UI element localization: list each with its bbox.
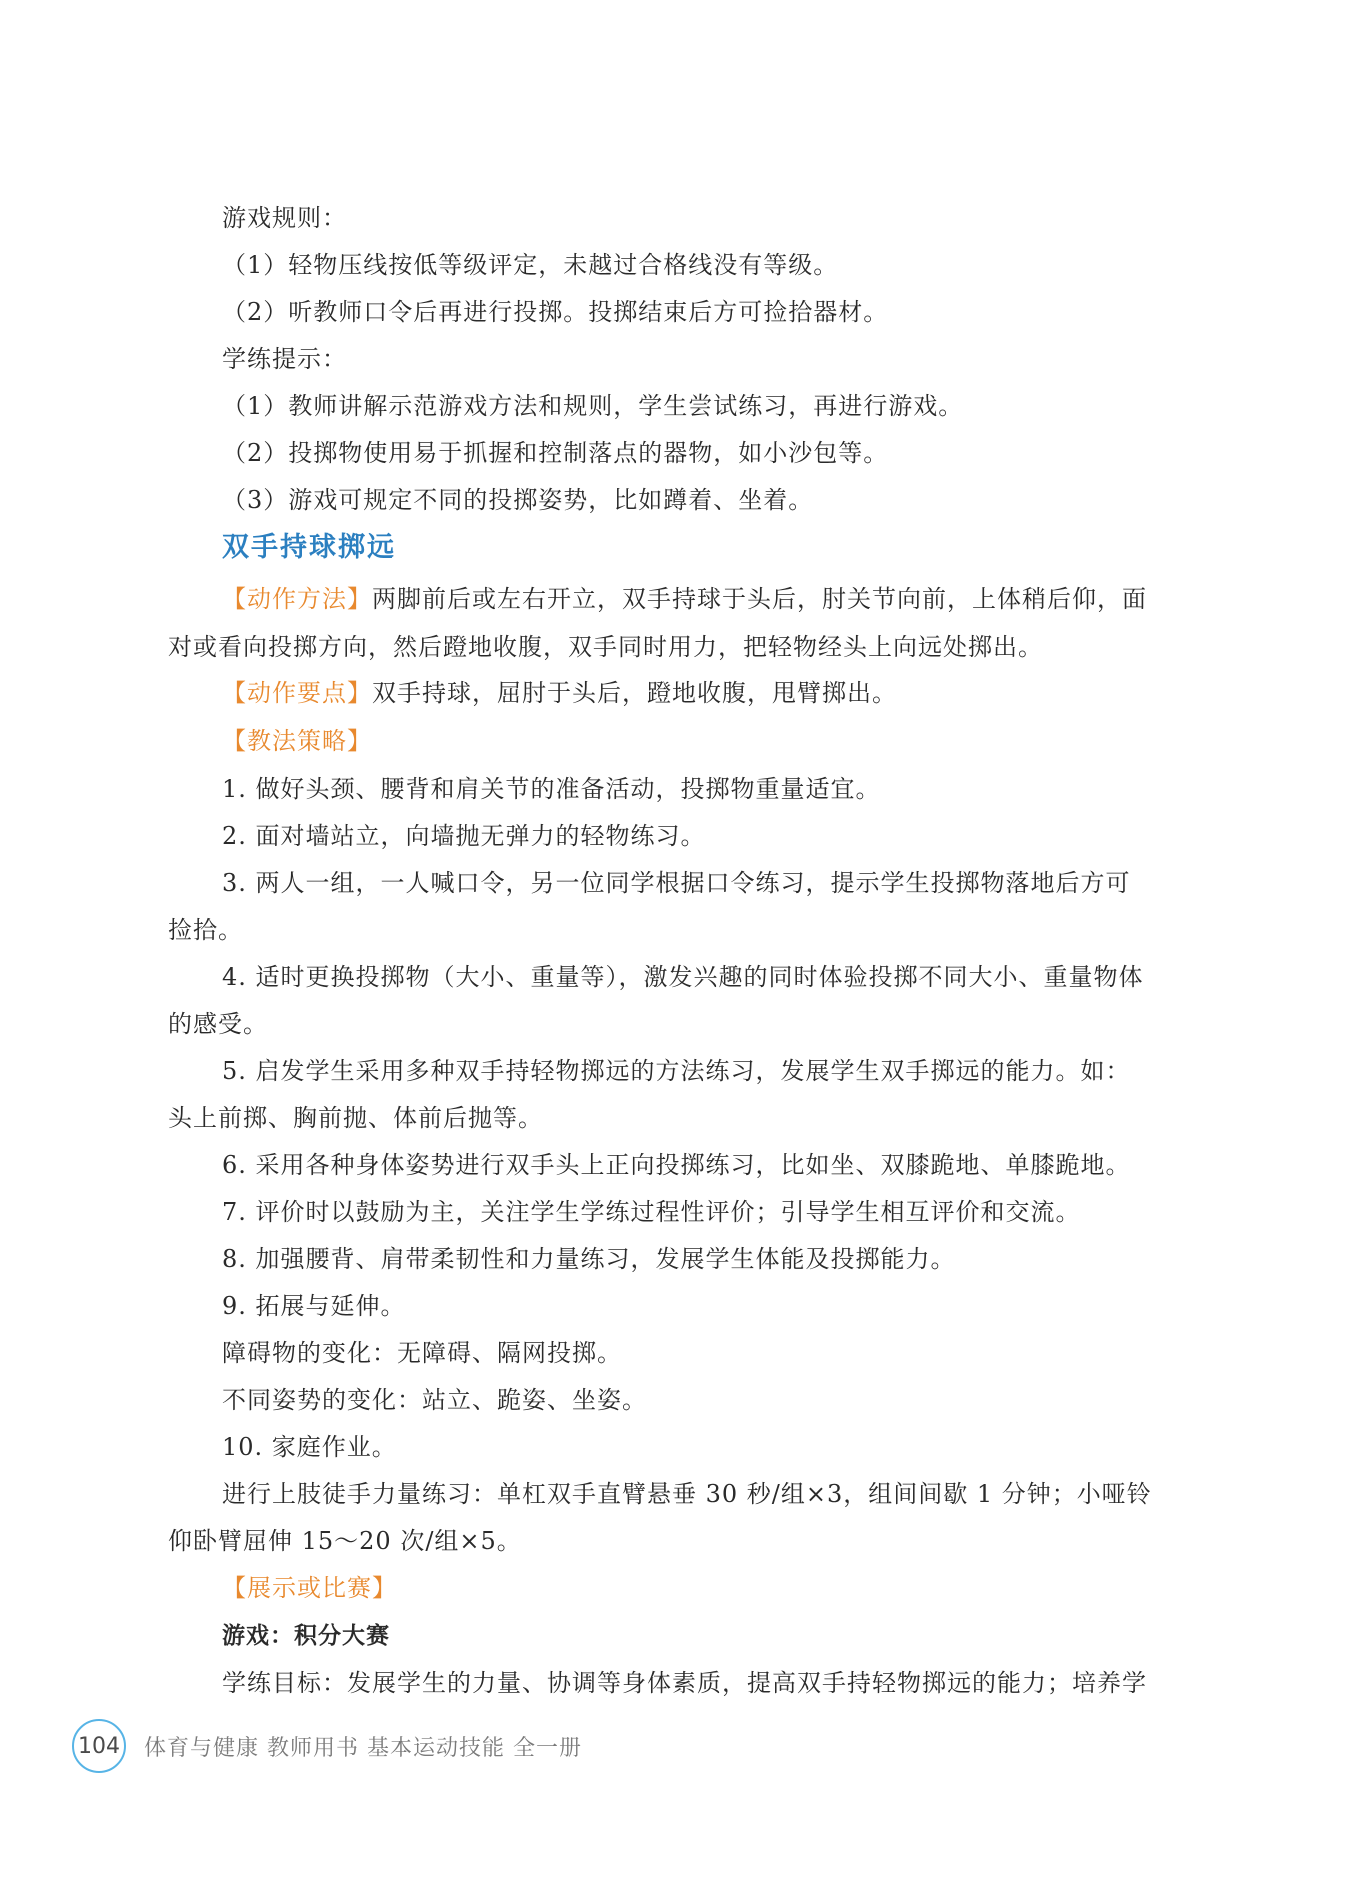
method-text-1: 两脚前后或左右开立，双手持球于头后，肘关节向前，上体稍后仰，面 — [372, 585, 1147, 613]
game-title: 游戏：积分大赛 — [222, 1623, 390, 1649]
show-tag: 【展示或比赛】 — [222, 1574, 397, 1602]
practice-tips-label: 学练提示： — [222, 345, 347, 373]
tip-item-1: （1）教师讲解示范游戏方法和规则，学生尝试练习，再进行游戏。 — [222, 392, 964, 420]
strategy-item-3-cont: 捡拾。 — [168, 916, 243, 944]
rule-item-2: （2）听教师口令后再进行投掷。投掷结束后方可捡拾器材。 — [222, 298, 889, 326]
strategy-item-2: 2. 面对墙站立，向墙抛无弹力的轻物练习。 — [222, 822, 706, 850]
keypoint-paragraph — [222, 678, 897, 708]
strategy-item-5: 5. 启发学生采用多种双手持轻物掷远的方法练习，发展学生双手掷远的能力。如： — [222, 1057, 1131, 1085]
section-heading: 双手持球掷远 — [222, 532, 396, 563]
method-paragraph — [222, 584, 1147, 614]
keypoint-text: 双手持球，屈肘于头后，蹬地收腹，甩臂掷出。 — [372, 679, 897, 707]
strategy-item-10: 10. 家庭作业。 — [222, 1433, 397, 1461]
page-footer — [72, 1716, 582, 1776]
book-title: 体育与健康 教师用书 基本运动技能 全一册 — [144, 1735, 582, 1761]
keypoint-tag: 【动作要点】 — [222, 679, 372, 707]
strategy-item-6: 6. 采用各种身体姿势进行双手头上正向投掷练习，比如坐、双膝跪地、单膝跪地。 — [222, 1151, 1131, 1179]
strategy-item-1: 1. 做好头颈、腰背和肩关节的准备活动，投掷物重量适宜。 — [222, 775, 881, 803]
strategy-item-4: 4. 适时更换投掷物（大小、重量等），激发兴趣的同时体验投掷不同大小、重量物体 — [222, 963, 1144, 991]
extension-posture: 不同姿势的变化：站立、跪姿、坐姿。 — [222, 1386, 647, 1414]
tip-item-3: （3）游戏可规定不同的投掷姿势，比如蹲着、坐着。 — [222, 486, 814, 514]
tip-item-2: （2）投掷物使用易于抓握和控制落点的器物，如小沙包等。 — [222, 439, 889, 467]
strategy-item-5-cont: 头上前掷、胸前抛、体前后抛等。 — [168, 1104, 543, 1132]
page-number: 104 — [72, 1719, 126, 1773]
method-tag: 【动作方法】 — [222, 585, 372, 613]
game-rules-label: 游戏规则： — [222, 204, 347, 232]
strategy-tag: 【教法策略】 — [222, 727, 372, 755]
strategy-item-7: 7. 评价时以鼓励为主，关注学生学练过程性评价；引导学生相互评价和交流。 — [222, 1198, 1081, 1226]
method-text-2: 对或看向投掷方向，然后蹬地收腹，双手同时用力，把轻物经头上向远处掷出。 — [168, 633, 1043, 661]
homework-text-2: 仰卧臂屈伸 15～20 次/组×5。 — [168, 1527, 522, 1555]
extension-obstacle: 障碍物的变化：无障碍、隔网投掷。 — [222, 1339, 622, 1367]
strategy-item-4-cont: 的感受。 — [168, 1010, 268, 1038]
strategy-item-3: 3. 两人一组，一人喊口令，另一位同学根据口令练习，提示学生投掷物落地后方可 — [222, 869, 1131, 897]
goal-text: 学练目标：发展学生的力量、协调等身体素质，提高双手持轻物掷远的能力；培养学 — [222, 1669, 1147, 1697]
homework-text-1: 进行上肢徒手力量练习：单杠双手直臂悬垂 30 秒/组×3，组间间歇 1 分钟；小哑铃 — [222, 1480, 1152, 1508]
strategy-item-9: 9. 拓展与延伸。 — [222, 1292, 406, 1320]
strategy-item-8: 8. 加强腰背、肩带柔韧性和力量练习，发展学生体能及投掷能力。 — [222, 1245, 956, 1273]
rule-item-1: （1）轻物压线按低等级评定，未越过合格线没有等级。 — [222, 251, 839, 279]
